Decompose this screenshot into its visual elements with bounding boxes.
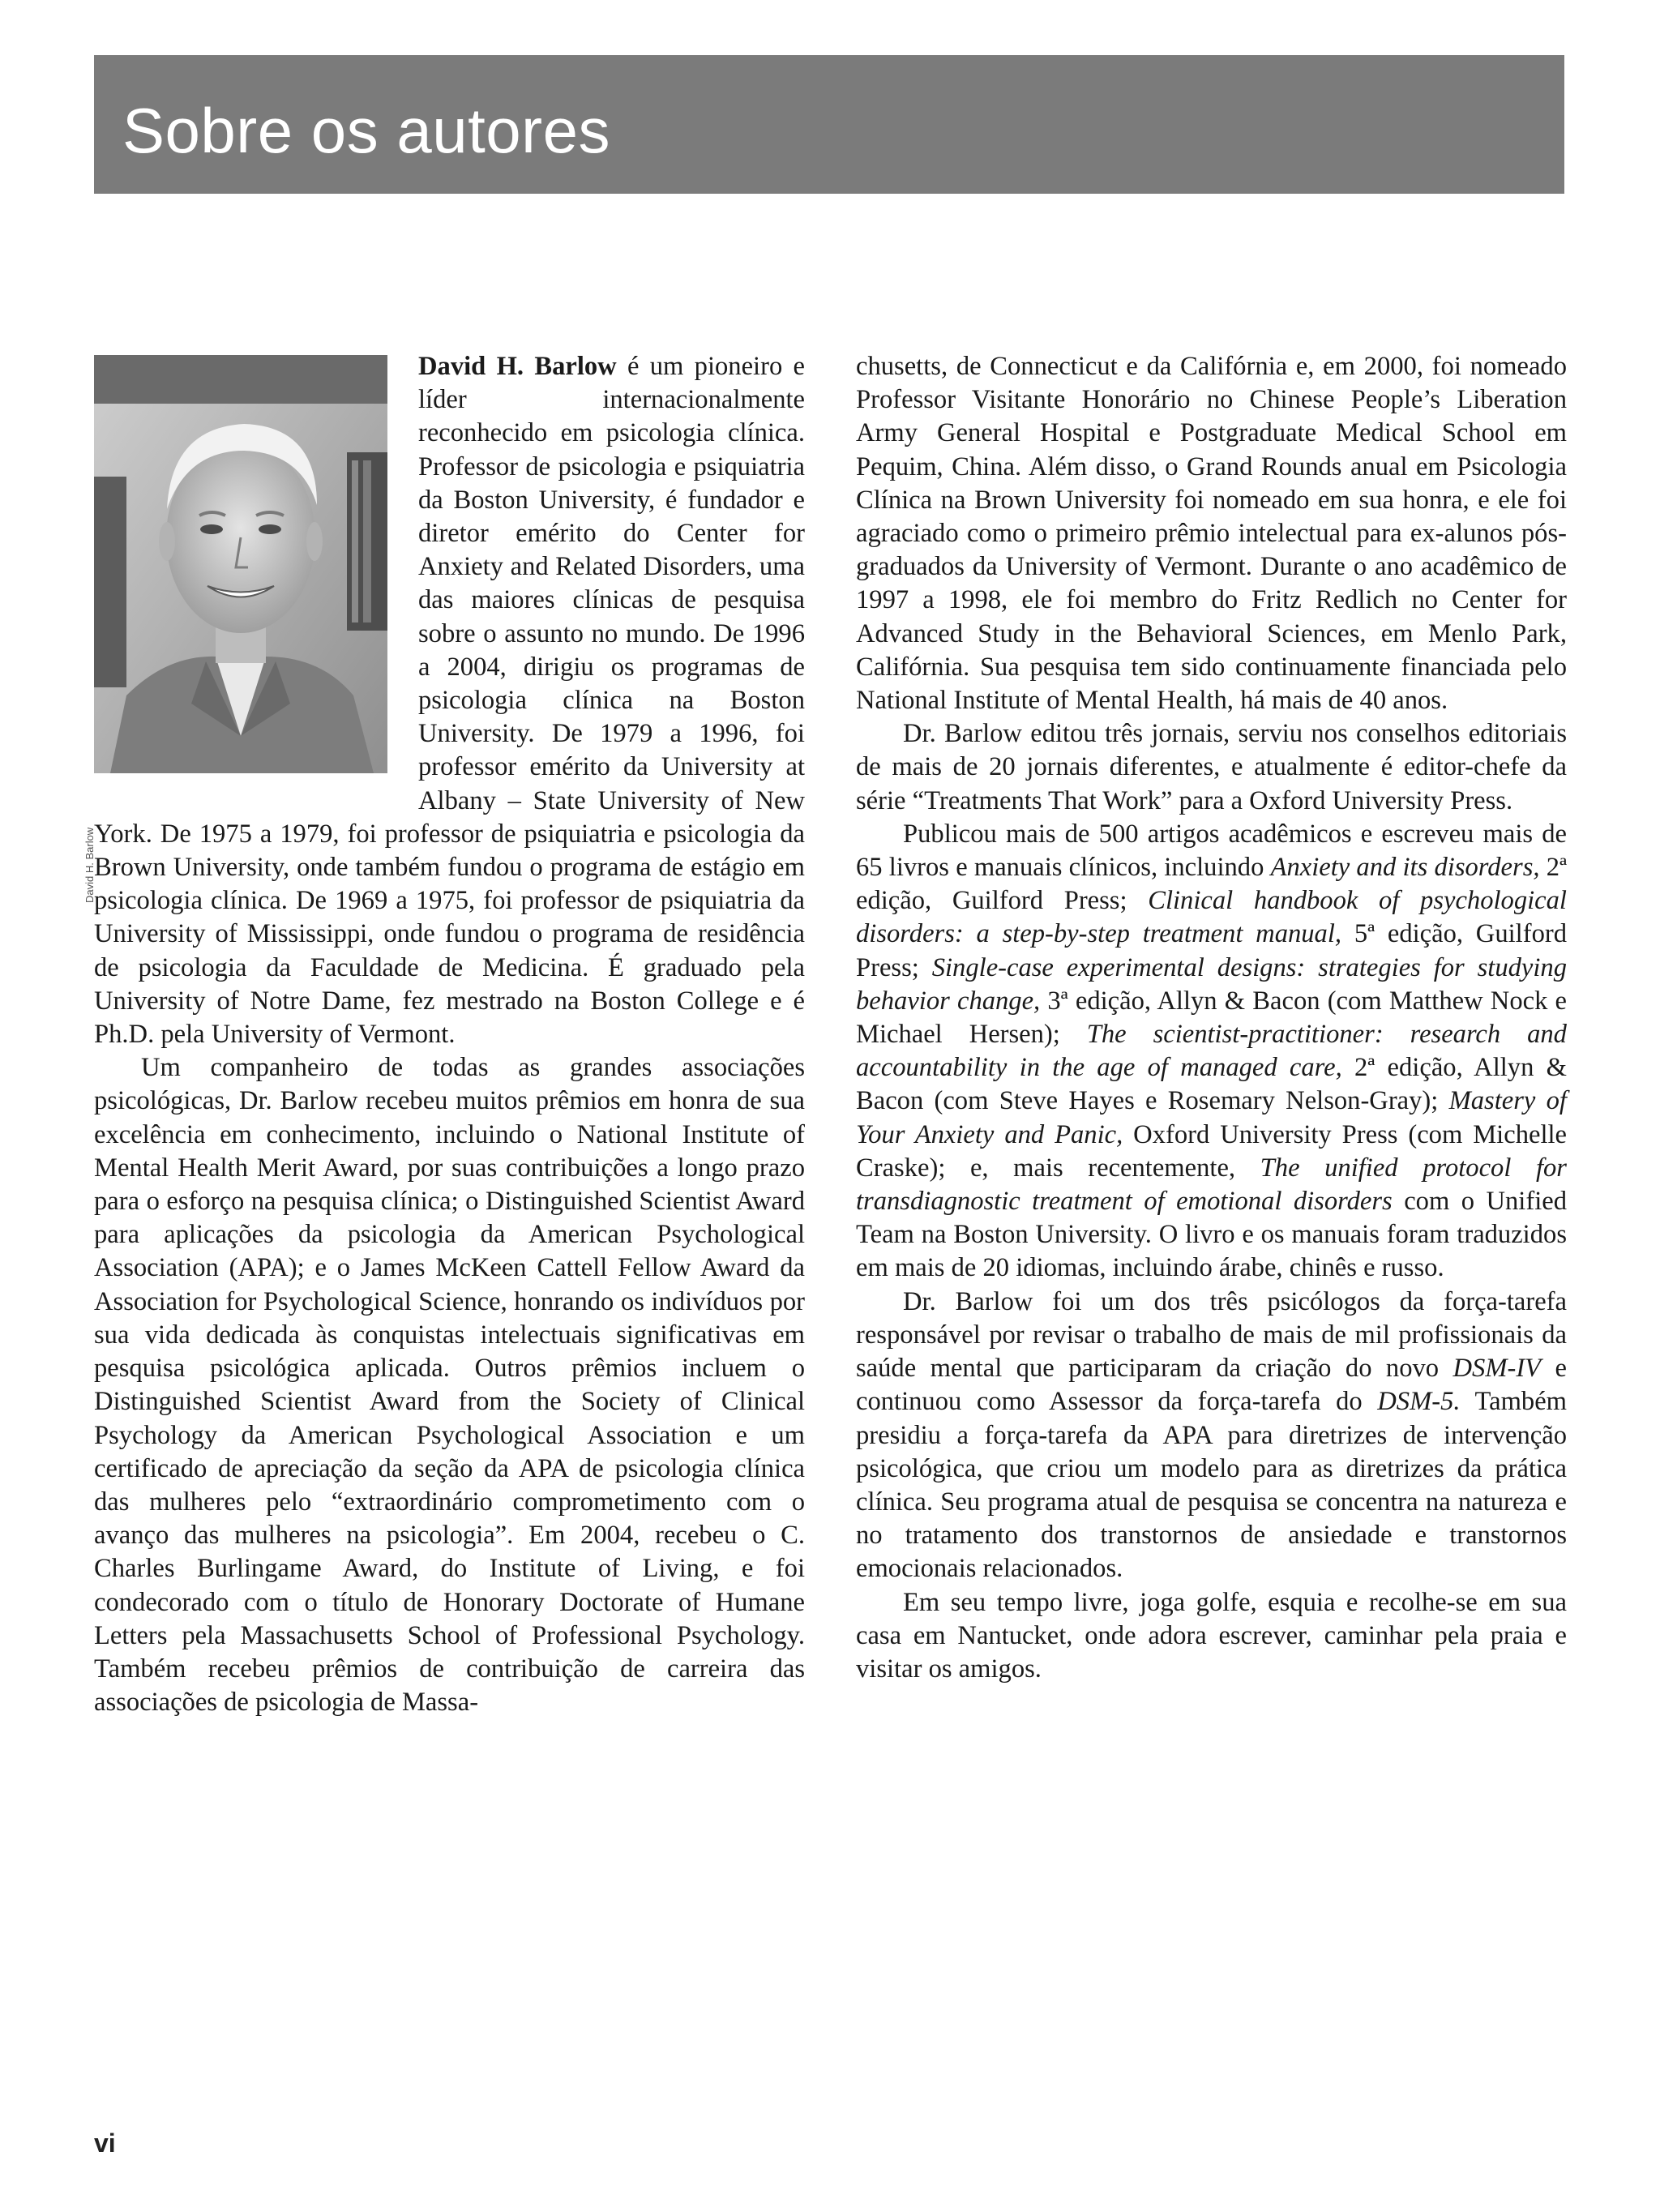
author-photo-container xyxy=(83,355,418,903)
bio-paragraph-1: David H. Barlow é um pioneiro e líder internacionalmente reconhecido em psicologia clínica. Professor de psicologia e psiquiatria da Boston University, é fundador e diretor emérito do Center for Anxiety and Related Disorders, uma das maiores clínicas de pesquisa sobre o assunto no mundo. De 1996 a 2004, dirigiu os programas de psicologia clínica na Boston University. De 1979 a 1996, foi professor emérito da University at Albany – State University of New York. De 1975 a 1979, foi professor de psiquiatria e psicologia da Brown University, onde também fundou o programa de estágio em psicologia clínica. De 1969 a 1975, foi professor de psiquiatria da University of Mississippi, onde fundou o programa de residência de psicologia da Faculdade de Medicina. É graduado pela University of Notre Dame, fez mestrado na Boston College e é Ph.D. pela University of Vermont. xyxy=(94,352,805,1050)
bio-paragraph-6: Dr. Barlow foi um dos três psicólogos da força-tarefa responsável por revisar o trabalho de mais de mil profissionais da saúde mental que participaram da criação do novo DSM-IV e continuou como Assessor da força-tarefa do DSM-5. Também presidiu a força-tarefa da APA para diretrizes de intervenção psicológica, que criou um modelo para as diretrizes da prática clínica. Seu programa atual de pesquisa se concentra na natureza e no tratamento dos transtornos de ansiedade e transtornos emocionais relacionados. xyxy=(856,1286,1567,1584)
bio-paragraph-7: Em seu tempo livre, joga golfe, esquia e recolhe-se em sua casa em Nantucket, onde adora escrever, caminhar pela praia e visitar os amigos. xyxy=(856,1587,1567,1684)
photo-credit: David H. Barlow xyxy=(83,827,96,903)
book-title: Anxiety and its disorders, xyxy=(1270,853,1540,883)
book-title: The unified protocol for transdiagnostic treatment of emotional disorders xyxy=(856,1153,1567,1217)
bio-paragraph-4: Dr. Barlow editou três jornais, serviu nos conselhos editoriais de mais de 20 jornais diferentes, e atualmente é editor-chefe da série “Treatments That Work” para a Oxford University Press. xyxy=(856,719,1567,815)
chapter-title: Sobre os autores xyxy=(122,95,611,166)
manual-title: DSM-IV xyxy=(1452,1354,1542,1384)
bio-paragraph-2: Um companheiro de todas as grandes associações psicológicas, Dr. Barlow recebeu muitos prêmios em honra de sua excelência em conhecimento, incluindo o National Institute of Mental Health Merit Award, por suas contribuições a longo prazo para o esforço na pesquisa clínica; o Distinguished Scientist Award para aplicações da psicologia da American Psychological Association (APA); e o James McKeen Cattell Fellow Award da Association for Psychological Science, honrando os indivíduos por sua vida dedicada às conquistas intelectuais significativas em pesquisa psicológica aplicada. Outros prêmios incluem o Distinguished Scientist Award from the Society of Clinical Psychology da American Psychological Association e um certificado de apreciação da seção da APA de psicologia clínica das mulheres pelo “extraordinário comprometimento com o avanço das mulheres na psicologia”. Em 2004, recebeu o C. Charles Burlingame Award, do Institute of Living, e foi condecorado com o título de Honorary Doctorate of Humane Letters pela Massachusetts School of Professional Psychology. Também recebeu prêmios de contribuição de carreira das associações de psicologia de Massa- xyxy=(94,1053,805,1718)
manual-title: DSM-5. xyxy=(1377,1387,1461,1417)
book-title: Single-case experimental designs: strategies for studying behavior change, xyxy=(856,952,1568,1016)
right-text-column xyxy=(856,350,1567,1686)
bio-paragraph-5: Publicou mais de 500 artigos acadêmicos e escreveu mais de 65 livros e manuais clínicos, incluindo Anxiety and its disorders, 2ª edição, Guilford Press; Clinical handbook of psychological disorders: a step-by-step treatment manual, 5ª edição, Guilford Press; Single-case experimental designs: strategies for studying behavior change, 3ª edição, Allyn & Bacon (com Matthew Nock e Michael Hersen); The scientist-practitioner: research and accountability in the age of managed care, 2ª edição, Allyn & Bacon (com Steve Hayes e Rosemary Nelson-Gray); Mastery of Your Anxiety and Panic, Oxford University Press (com Michelle Craske); e, mais recentemente, The unified protocol for transdiagnostic treatment of emotional disorders com o Unified Team na Boston University. O livro e os manuais foram traduzidos em mais de 20 idiomas, incluindo árabe, chinês e russo. xyxy=(856,819,1568,1283)
book-title: Mastery of Your Anxiety and Panic, xyxy=(856,1086,1567,1149)
page-number: vi xyxy=(94,2129,116,2158)
bio-paragraph-3: chusetts, de Connecticut e da Califórnia e, em 2000, foi nomeado Professor Visitante Honorário no Chinese People’s Liberation Army General Hospital e Postgraduate Medical School em Pequim, China. Além disso, o Grand Rounds anual em Psicologia Clínica na Brown University foi nomeado em sua honra, e ele foi agraciado como o primeiro prêmio intelectual para ex-alunos pós-graduados da University of Vermont. Durante o ano acadêmico de 1997 a 1998, ele foi membro do Fritz Redlich no Center for Advanced Study in the Behavioral Sciences, em Menlo Park, Califórnia. Sua pesquisa tem sido continuamente financiada pelo National Institute of Mental Health, há mais de 40 anos. xyxy=(856,352,1567,716)
book-title: The scientist-practitioner: research and accountability in the age of managed care, xyxy=(856,1020,1567,1083)
chapter-header-band xyxy=(94,55,1564,194)
author-portrait-photo xyxy=(94,355,387,773)
author-name: David H. Barlow xyxy=(418,352,617,381)
book-title: Clinical handbook of psychological disorders: a step-by-step treatment manual, xyxy=(856,886,1567,949)
left-text-column xyxy=(83,350,805,1719)
